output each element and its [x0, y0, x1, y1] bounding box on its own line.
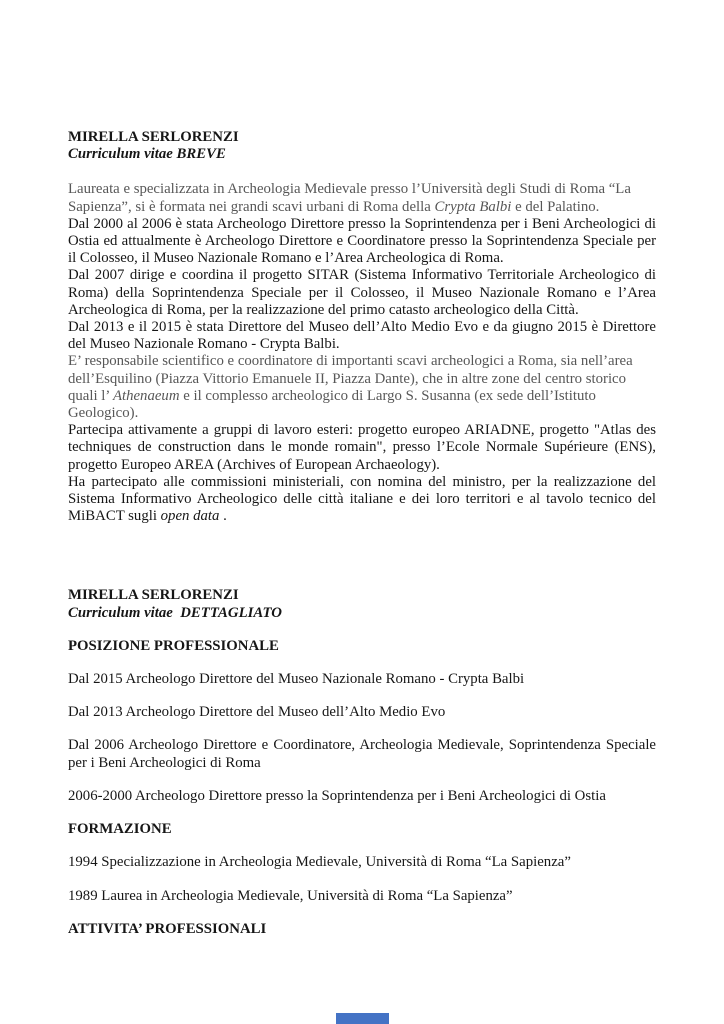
paragraph-dal-2000: Dal 2000 al 2006 è stata Archeologo Direttore presso la Soprintendenza per i Beni Archeologici di Ostia ed attualmente è Archeologo Direttore e Coordinatore presso la Soprintendenza Speciale per il Colosseo, il Museo Nazionale Romano e l’Area Archeologica di Roma. [68, 215, 656, 267]
paragraph-dal-2007: Dal 2007 dirige e coordina il progetto SITAR (Sistema Informativo Territoriale Archeologico di Roma) della Soprintendenza Speciale per il Colosseo, il Museo Nazionale Romano e l’Area Archeologica di Roma, per la realizzazione del primo catasto archeologico della Città. [68, 267, 656, 318]
section-heading-attivita-professionali: ATTIVITA’ PROFESSIONALI [68, 920, 267, 937]
position-item: Dal 2015 Archeologo Direttore del Museo Nazionale Romano - Crypta Balbi [68, 671, 525, 688]
person-name-heading: MIRELLA SERLORENZI [68, 587, 239, 604]
paragraph-dal-2013: Dal 2013 e il 2015 è stata Direttore del Museo dell’Alto Medio Evo e da giugno 2015 è Direttore del Museo Nazionale Romano - Crypta Balbi. [68, 319, 656, 353]
cv-dettagliato-section [68, 587, 656, 937]
section-heading-posizione-professionale: POSIZIONE PROFESSIONALE [68, 637, 279, 654]
cv-breve-section [68, 129, 656, 525]
paragraph-ha-partecipato: Ha partecipato alle commissioni ministeriali, con nomina del ministro, per la realizzazione del Sistema Informativo Archeologico delle città italiane e dei loro territori e al tavolo tecnico del MiBACT sugli open data . [68, 473, 656, 525]
paragraph-responsabile: E’ responsabile scientifico e coordinatore di importanti scavi archeologici a Roma, sia nell’area dell’Esquilino (Piazza Vittorio Emanuele II, Piazza Dante), che in altre zone del centro storico quali l’ Athenaeum e il complesso archeologico di Largo S. Susanna (ex sede dell’Istituto Geologico). [68, 353, 633, 422]
cv-dettagliato-title: Curriculum vitae DETTAGLIATO [68, 604, 282, 621]
section-heading-formazione: FORMAZIONE [68, 821, 172, 838]
position-item: Dal 2013 Archeologo Direttore del Museo dell’Alto Medio Evo [68, 704, 446, 721]
education-item: 1989 Laurea in Archeologia Medievale, Università di Roma “La Sapienza” [68, 887, 513, 904]
position-item: 2006-2000 Archeologo Direttore presso la Soprintendenza per i Beni Archeologici di Ostia [68, 787, 606, 804]
cv-breve-title: Curriculum vitae BREVE [68, 146, 226, 163]
footer-accent-bar [336, 1013, 389, 1024]
person-name-heading: MIRELLA SERLORENZI [68, 129, 239, 145]
education-item: 1994 Specializzazione in Archeologia Medievale, Università di Roma “La Sapienza” [68, 854, 571, 871]
paragraph-partecipa: Partecipa attivamente a gruppi di lavoro esteri: progetto europeo ARIADNE, progetto "Atlas des techniques de construction dans le monde romain", presso l’Ecole Normale Supérieure (ENS), progetto Europeo AREA (Archives of European Archaeology). [68, 422, 656, 473]
position-item: Dal 2006 Archeologo Direttore e Coordinatore, Archeologia Medievale, Soprintendenza Speciale per i Beni Archeologici di Roma [68, 737, 656, 771]
paragraph-laureata: Laureata e specializzata in Archeologia Medievale presso l’Università degli Studi di Roma “La Sapienza”, si è formata nei grandi scavi urbani di Roma della Crypta Balbi e del Palatino. [68, 181, 631, 215]
